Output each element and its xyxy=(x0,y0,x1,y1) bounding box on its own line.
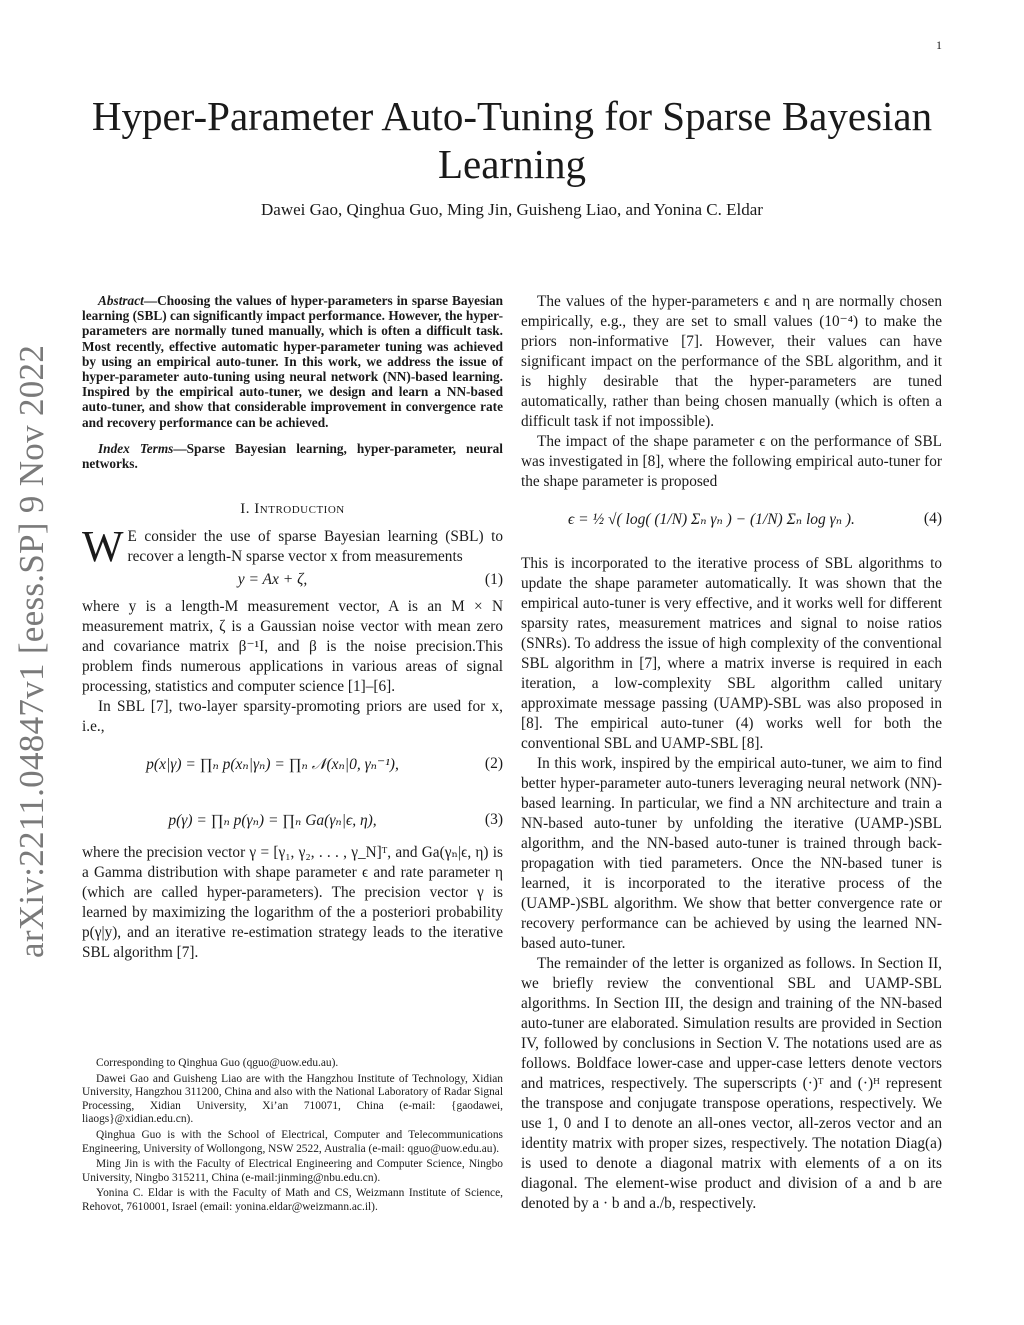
equation-4-body: ϵ = ½ √( log( (1/N) Σₙ γₙ ) − (1/N) Σₙ log γₙ ). xyxy=(568,511,855,528)
right-paragraph-1: The values of the hyper-parameters ϵ and η are normally chosen empirically, e.g., they are set to small values (10⁻⁴) to make the priors non-informative [7]. However, their values can have significant impact on the performance of the SBL algorithm, and it is highly desirable that the hyper-parameters are tuned automatically, rather than being chosen manually (which is often a difficult task if not impossible). xyxy=(521,293,942,430)
page-number: 1 xyxy=(936,38,942,52)
footnote: Yonina C. Eldar is with the Faculty of Math and CS, Weizmann Institute of Science, Rehovot, 7610001, Israel (email: yonina.eldar@weizmann.ac.il). xyxy=(82,1187,503,1213)
right-paragraph-4: In this work, inspired by the empirical auto-tuner, we aim to find better hyper-parameter auto-tuners leveraging neural network (NN)-based learning. In particular, we find a NN architecture and train a NN-based auto-tuner by unfolding the iterative (UAMP-)SBL algorithm, and the NN-based auto-tuner is trained through back-propagation with tied parameters. Once the NN-based tuner is learned, it is incorporated to the iterative process of the (UAMP-)SBL algorithm. We show that better convergence rate or recovery performance can be achieved by using the learned NN-based auto-tuner. xyxy=(521,755,942,952)
left-column xyxy=(82,293,503,963)
right-column xyxy=(521,292,942,1214)
section-heading-introduction xyxy=(82,501,503,518)
intro-paragraph-2: where y is a length-M measurement vector, A is an M × N measurement matrix, ζ is a Gaussian noise vector with mean zero and covariance matrix β⁻¹I, and β is the noise precision.This problem finds numerous applications in various areas of signal processing, statistics and computer science [1]–[6]. xyxy=(82,598,503,696)
equation-1-body: y = Ax + ζ, xyxy=(237,571,308,589)
footnote: Dawei Gao and Guisheng Liao are with the Hangzhou Institute of Technology, Xidian University, Hangzhou 311200, China and also with the National Laboratory of Radar Signal Processing, Xidian University, Xi’an 710071, China (e-mail: {gaodawei, liaogs}@xidian.edu.cn). xyxy=(82,1072,503,1126)
equation-2 xyxy=(82,737,503,799)
index-terms-label: Index Terms xyxy=(98,440,174,456)
right-paragraph-2: The impact of the shape parameter ϵ on the performance of SBL was investigated in [8], where the following empirical auto-tuner for the shape parameter is proposed xyxy=(521,433,942,490)
arxiv-stamp: arXiv:2211.04847v1 [eess.SP] 9 Nov 2022 xyxy=(12,344,51,958)
abstract-label: Abstract xyxy=(98,293,144,308)
footnote: Qinghua Guo is with the School of Electrical, Computer and Telecommunications Engineering, University of Wollongong, NSW 2522, Australia (e-mail: qguo@uow.edu.au). xyxy=(82,1128,503,1155)
equation-4-number: (4) xyxy=(923,510,942,527)
equation-1 xyxy=(82,567,503,597)
intro-paragraph-1-text: E consider the use of sparse Bayesian learning (SBL) to recover a length-N sparse vector x from measurements xyxy=(127,528,503,566)
equation-2-body: p(x|γ) = ∏ₙ p(xₙ|γₙ) = ∏ₙ 𝒩(xₙ|0, γₙ⁻¹), xyxy=(146,756,399,774)
intro-paragraph-1 xyxy=(82,522,503,572)
index-terms-text: —Sparse Bayesian learning, hyper-parameter, neural networks. xyxy=(82,440,503,472)
equation-3-body: p(γ) = ∏ₙ p(γₙ) = ∏ₙ Ga(γₙ|ϵ, η), xyxy=(168,812,377,830)
drop-cap: W xyxy=(82,522,124,572)
equation-1-number: (1) xyxy=(484,571,503,589)
right-paragraph-3: This is incorporated to the iterative process of SBL algorithms to update the shape parameter automatically. It was shown that the empirical auto-tuner is very effective, and it works well for different sparsity rates, measurement matrices and signal to noise ratios (SNRs). To address the issue of high complexity of the conventional SBL algorithm in [7], where a matrix inverse is required in each iteration, a low-complexity SBL algorithm called unitary approximate message passing (UAMP)-SBL was also proposed in [8]. The empirical auto-tuner (4) works well for both the conventional SBL and UAMP-SBL [8]. xyxy=(521,555,942,752)
right-paragraph-5: The remainder of the letter is organized as follows. In Section II, we briefly review the conventional SBL and UAMP-SBL algorithms. In Section III, the design and training of the NN-based auto-tuner are elaborated. Simulation results are provided in Section IV, followed by conclusions in Section V. The notations used are as follows. Boldface lower-case and upper-case letters denote vectors and matrices, respectively. The superscripts (·)ᵀ and (·)ᴴ represent the transpose and conjugate transpose operations, respectively. We use 1, 0 and I to denote an all-ones vector, all-zeros vector and an identity matrix with proper sizes, respectively. The notation Diag(a) is used to denote a diagonal matrix with elements of a on its diagonal. The element-wise product and division of a and b are denoted by a · b and a./b, respectively. xyxy=(521,955,942,1212)
author-list: Dawei Gao, Qinghua Guo, Ming Jin, Guisheng Liao, and Yonina C. Eldar xyxy=(261,200,763,219)
equation-3 xyxy=(82,799,503,843)
footnotes xyxy=(82,1057,503,1217)
footnote: Ming Jin is with the Faculty of Electrical Engineering and Computer Science, Ningbo University, Ningbo 315211, China (e-mail:jinming@nbu.edu.cn). xyxy=(82,1158,503,1184)
index-terms xyxy=(82,441,503,471)
intro-paragraph-3: In SBL [7], two-layer sparsity-promoting priors are used for x, i.e., xyxy=(82,698,503,736)
intro-paragraph-4: where the precision vector γ = [γ₁, γ₂, . . . , γ_N]ᵀ, and Ga(γₙ|ϵ, η) is a Gamma distribution with shape parameter ϵ and rate parameter η (which are called hyper-parameters). The precision vector γ is learned by maximizing the logarithm of the a posteriori probability p(γ|y), and an iterative re-estimation strategy leads to the iterative SBL algorithm [7]. xyxy=(82,844,503,962)
equation-2-number: (2) xyxy=(484,755,503,773)
equation-3-number: (3) xyxy=(484,811,503,829)
section-title: Introduction xyxy=(254,501,345,518)
section-numeral: I. xyxy=(240,501,251,518)
paper-title: Hyper-Parameter Auto-Tuning for Sparse Bayesian Learning xyxy=(91,93,933,187)
abstract-text: —Choosing the values of hyper-parameters in sparse Bayesian learning (SBL) can significantly impact performance. However, the hyper-parameters are normally tuned manually, which is often a difficult task. Most recently, effective automatic hyper-parameter tuning was achieved by using an empirical auto-tuner. In this work, we address the issue of hyper-parameter auto-tuning using neural network (NN)-based learning. Inspired by the empirical auto-tuner, we design and learn a NN-based auto-tuner, and show that considerable improvement in convergence rate and recovery performance can be achieved. xyxy=(82,293,503,430)
abstract xyxy=(82,293,503,430)
footnote: Corresponding to Qinghua Guo (qguo@uow.edu.au). xyxy=(96,1057,339,1069)
equation-4 xyxy=(521,492,942,554)
